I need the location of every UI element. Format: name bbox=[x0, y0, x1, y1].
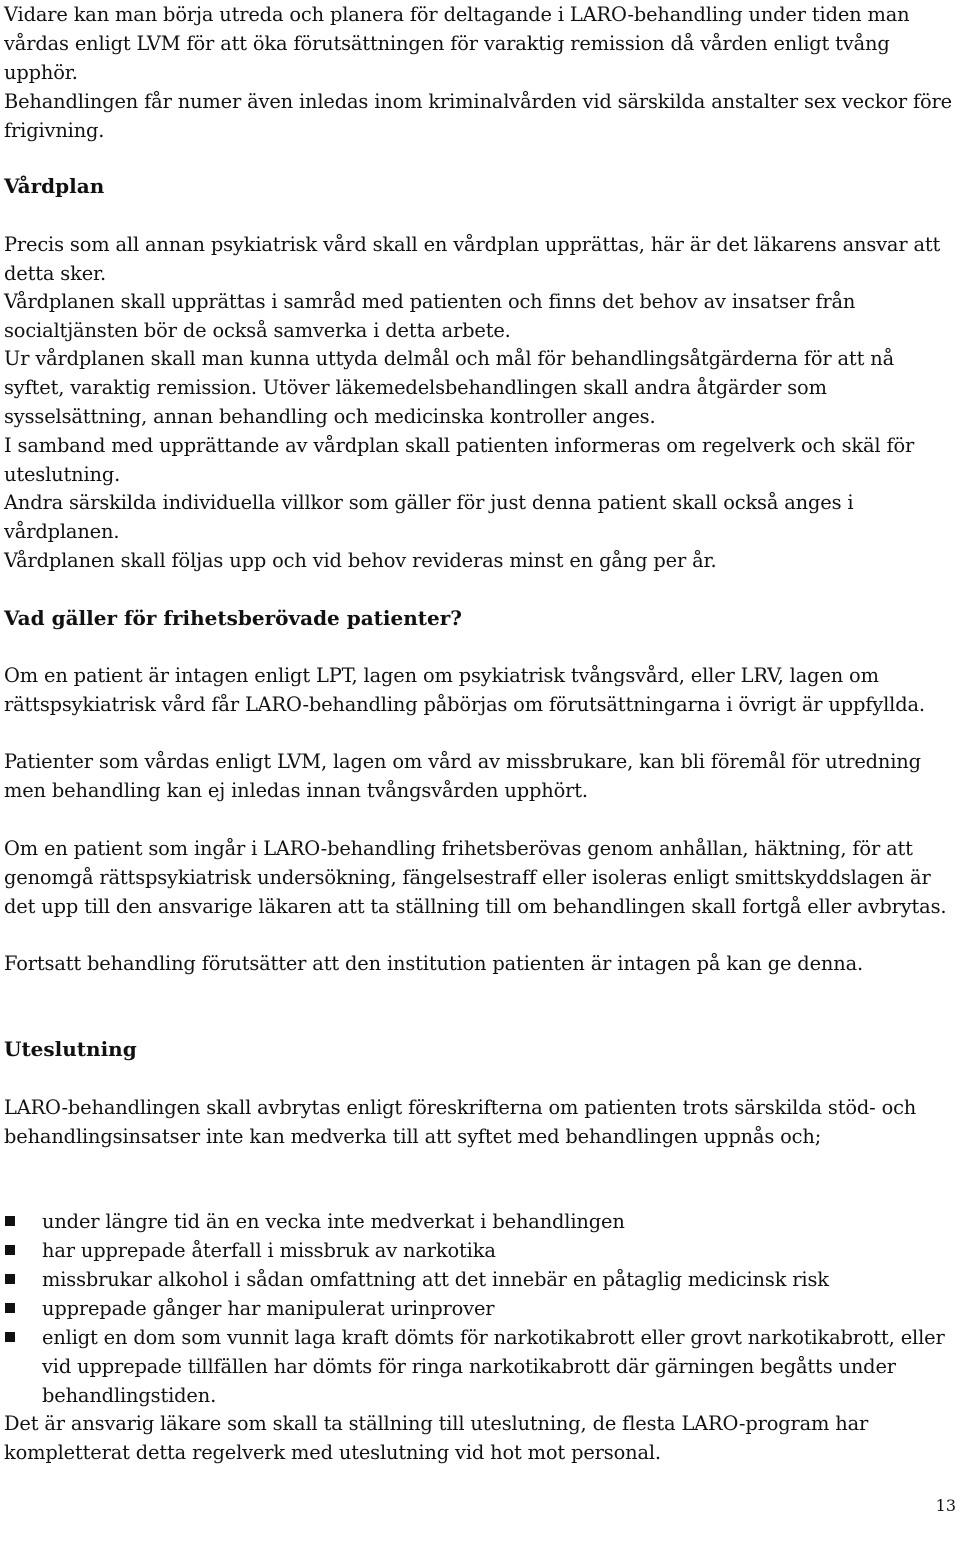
frihetsberovade-paragraph-3: Om en patient som ingår i LARO-behandling frihetsberövas genom anhållan, häktning, för att genomgå rättspsykiatrisk undersökning, fängelsestraff eller isoleras enligt smittskyddslagen är det upp till den ansvarige läkaren att ta ställning till om behandlingen skall fortgå eller avbrytas. bbox=[4, 837, 947, 918]
square-bullet-icon bbox=[5, 1332, 15, 1342]
frihetsberovade-paragraph-2: Patienter som vårdas enligt LVM, lagen om vård av missbrukare, kan bli föremål för utredning men behandling kan ej inledas innan tvångsvården upphört. bbox=[4, 750, 921, 802]
square-bullet-icon bbox=[5, 1303, 15, 1313]
uteslutning-closing: Det är ansvarig läkare som skall ta ställning till uteslutning, de flesta LARO-program har kompletterat detta regelverk med uteslutning vid hot mot personal. bbox=[4, 1412, 869, 1464]
page-number: 13 bbox=[935, 1496, 956, 1515]
square-bullet-icon bbox=[5, 1245, 15, 1255]
vardplan-paragraph-5: Andra särskilda individuella villkor som gäller för just denna patient skall också anges i vårdplanen. bbox=[4, 491, 854, 543]
list-item-text: upprepade gånger har manipulerat urinprover bbox=[42, 1297, 495, 1320]
list-item bbox=[4, 1207, 954, 1236]
heading-uteslutning: Uteslutning bbox=[4, 1037, 137, 1061]
list-item bbox=[4, 1265, 954, 1294]
vardplan-paragraph-1: Precis som all annan psykiatrisk vård skall en vårdplan upprättas, här är det läkarens ansvar att detta sker. bbox=[4, 233, 941, 285]
heading-vardplan: Vårdplan bbox=[4, 174, 105, 198]
exclusion-criteria-list bbox=[4, 1207, 954, 1410]
list-item-text: under längre tid än en vecka inte medverkat i behandlingen bbox=[42, 1210, 625, 1233]
list-item bbox=[4, 1294, 954, 1323]
list-item-text: har upprepade återfall i missbruk av narkotika bbox=[42, 1239, 496, 1262]
square-bullet-icon bbox=[5, 1274, 15, 1284]
heading-frihetsberovade: Vad gäller för frihetsberövade patienter? bbox=[4, 606, 462, 630]
intro-paragraph-2: Behandlingen får numer även inledas inom kriminalvården vid särskilda anstalter sex veckor före frigivning. bbox=[4, 90, 952, 142]
square-bullet-icon bbox=[5, 1216, 15, 1226]
frihetsberovade-paragraph-1: Om en patient är intagen enligt LPT, lagen om psykiatrisk tvångsvård, eller LRV, lagen om rättspsykiatrisk vård får LARO-behandling påbörjas om förutsättningarna i övrigt är uppfyllda. bbox=[4, 664, 925, 716]
list-item-text: enligt en dom som vunnit laga kraft dömts för narkotikabrott eller grovt narkotikabrott, eller vid upprepade tillfällen har dömts för ringa narkotikabrott där gärningen begåtts under behandlingstiden. bbox=[42, 1326, 945, 1407]
intro-paragraph-1: Vidare kan man börja utreda och planera för deltagande i LARO-behandling under tiden man vårdas enligt LVM för att öka förutsättningen för varaktig remission då vården enligt tvång upphör. bbox=[4, 3, 910, 84]
vardplan-paragraph-3: Ur vårdplanen skall man kunna uttyda delmål och mål för behandlingsåtgärderna för att nå syftet, varaktig remission. Utöver läkemedelsbehandlingen skall andra åtgärder som sysselsättning, annan behandling och medicinska kontroller anges. bbox=[4, 347, 894, 428]
list-item-text: missbrukar alkohol i sådan omfattning att det innebär en påtaglig medicinsk risk bbox=[42, 1268, 829, 1291]
vardplan-paragraph-2: Vårdplanen skall upprättas i samråd med patienten och finns det behov av insatser från socialtjänsten bör de också samverka i detta arbete. bbox=[4, 290, 856, 342]
frihetsberovade-paragraph-4: Fortsatt behandling förutsätter att den institution patienten är intagen på kan ge denna. bbox=[4, 952, 864, 975]
vardplan-paragraph-6: Vårdplanen skall följas upp och vid behov revideras minst en gång per år. bbox=[4, 549, 717, 572]
vardplan-paragraph-4: I samband med upprättande av vårdplan skall patienten informeras om regelverk och skäl för uteslutning. bbox=[4, 434, 915, 486]
list-item bbox=[4, 1236, 954, 1265]
list-item bbox=[4, 1323, 954, 1410]
uteslutning-intro: LARO-behandlingen skall avbrytas enligt föreskrifterna om patienten trots särskilda stöd- och behandlingsinsatser inte kan medverka till att syftet med behandlingen uppnås och; bbox=[4, 1096, 917, 1148]
